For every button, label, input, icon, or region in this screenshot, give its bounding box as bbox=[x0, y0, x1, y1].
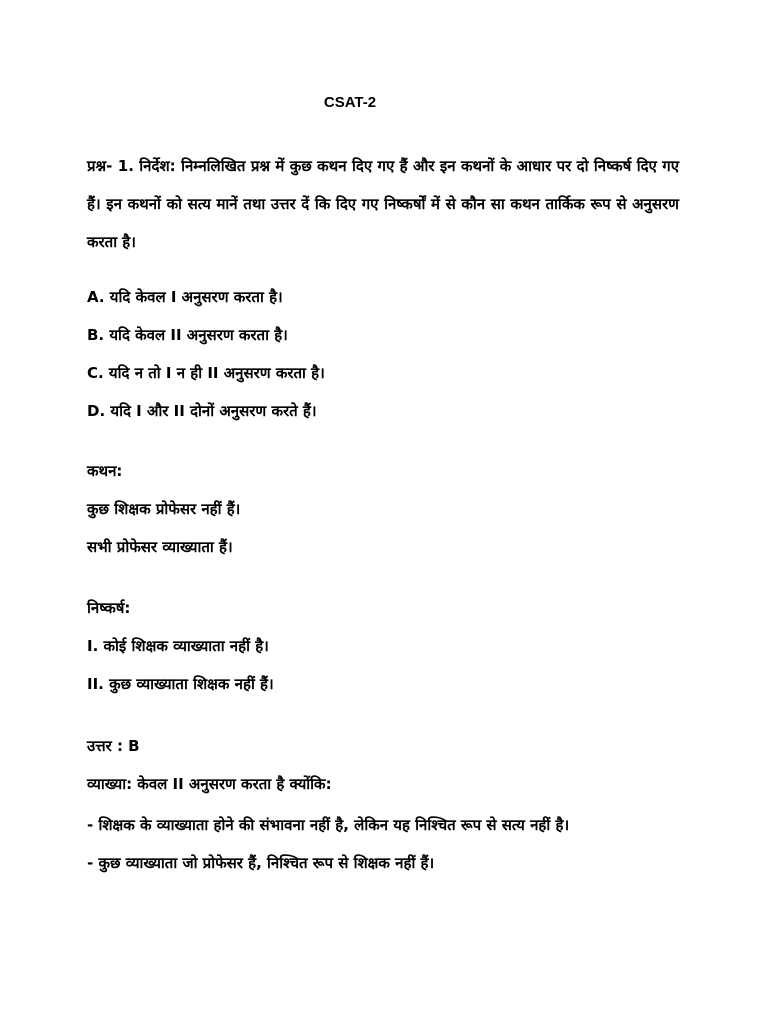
statements-section bbox=[87, 457, 687, 571]
option-b: B. यदि केवल II अनुसरण करता है। bbox=[87, 326, 288, 344]
conclusions-heading: निष्कर्ष: bbox=[87, 599, 131, 617]
page-title: CSAT-2 bbox=[323, 94, 377, 111]
conclusion-2: II. कुछ व्याख्याता शिक्षक नहीं हैं। bbox=[87, 675, 274, 693]
statement-1: कुछ शिक्षक प्रोफेसर नहीं हैं। bbox=[87, 500, 241, 518]
explanation-heading: व्याख्या: केवल II अनुसरण करता है क्योंकि: bbox=[87, 775, 332, 793]
statements-heading: कथन: bbox=[87, 462, 123, 480]
answer-section bbox=[87, 732, 687, 884]
question-text: प्रश्न- 1. निर्देश: निम्नलिखित प्रश्न में कुछ कथन दिए गए हैं और इन कथनों के आधार पर दो निष्कर्ष दिए गए हैं। इन कथनों को सत्य मानें तथा उत्तर दें कि दिए गए निष्कर्षों में से कौन सा कथन तार्किक रूप से अनुसरण करता है। bbox=[87, 157, 679, 251]
conclusion-1: I. कोई शिक्षक व्याख्याता नहीं है। bbox=[87, 637, 269, 655]
answer-label: उत्तर : B bbox=[87, 737, 140, 755]
explanation-point-2: - कुछ व्याख्याता जो प्रोफेसर हैं, निश्चित रूप से शिक्षक नहीं हैं। bbox=[87, 854, 435, 872]
conclusions-section bbox=[87, 594, 687, 708]
option-d: D. यदि I और II दोनों अनुसरण करते हैं। bbox=[87, 402, 317, 420]
option-a: A. यदि केवल I अनुसरण करता है। bbox=[87, 288, 283, 306]
options-list bbox=[87, 283, 687, 435]
explanation-point-1: - शिक्षक के व्याख्याता होने की संभावना नहीं है, लेकिन यह निश्चित रूप से सत्य नहीं है। bbox=[87, 816, 570, 834]
statement-2: सभी प्रोफेसर व्याख्याता हैं। bbox=[87, 538, 233, 556]
option-c: C. यदि न तो I न ही II अनुसरण करता है। bbox=[87, 364, 325, 382]
